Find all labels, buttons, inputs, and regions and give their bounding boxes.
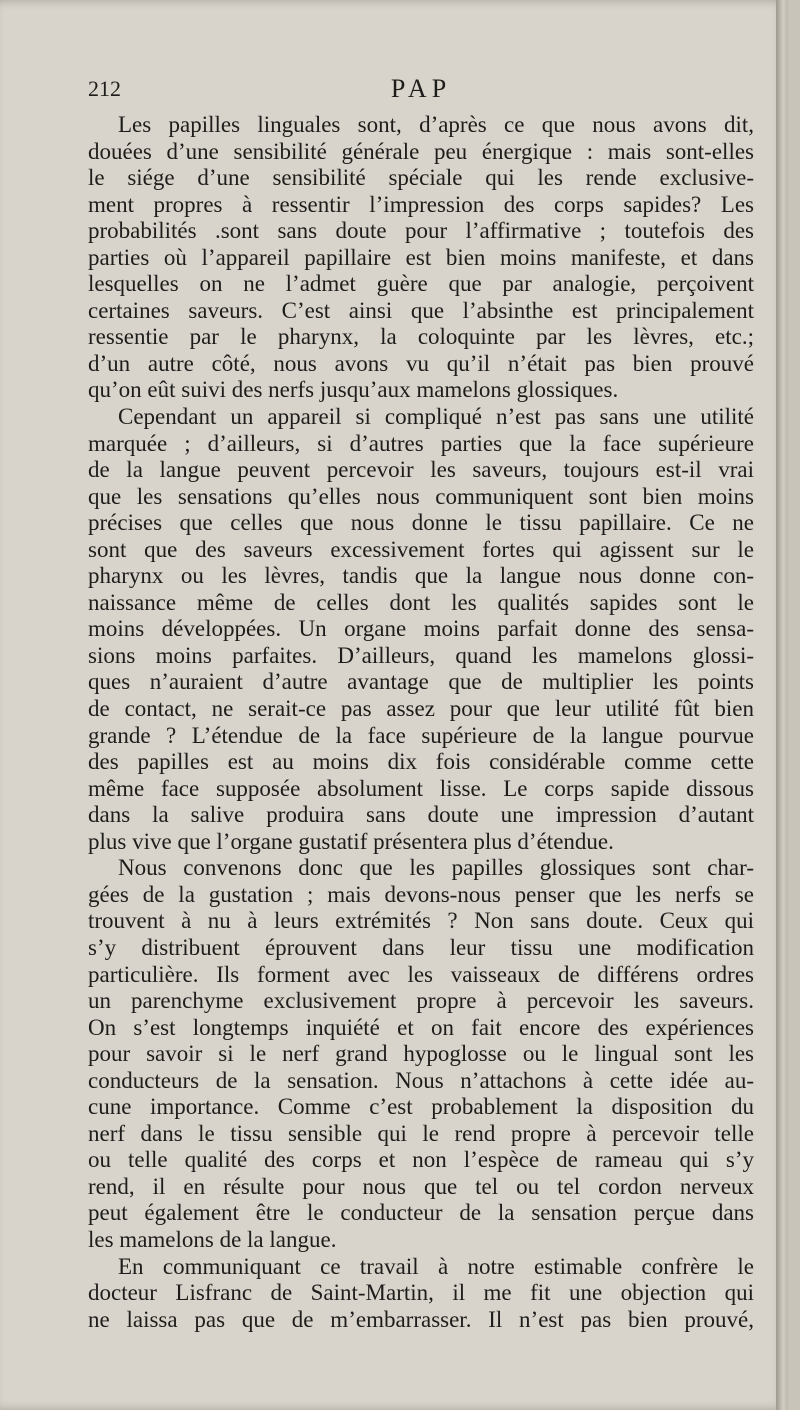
text-line: ressentie par le pharynx, la coloquinte par les lèvres, etc.;: [88, 324, 754, 350]
text-line: douées d’une sensibilité générale peu énergique : mais sont-elles: [88, 138, 754, 164]
text-line: gées de la gustation ; mais devons-nous penser que les nerfs se: [88, 881, 754, 907]
text-line: les mamelons de la langue.: [88, 1226, 337, 1252]
text-line: docteur Lisfranc de Saint-Martin, il me fit une objection qui: [88, 1280, 754, 1306]
text-line: ques n’auraient d’autre avantage que de multiplier les points: [88, 669, 754, 695]
text-line: pharynx ou les lèvres, tandis que la langue nous donne con-: [88, 563, 754, 589]
text-line: peut également être le conducteur de la sensation perçue dans: [88, 1200, 754, 1226]
running-head: PAP: [390, 74, 452, 103]
text-line: qu’on eût suivi des nerfs jusqu’aux mamelons glossiques.: [88, 377, 619, 403]
text-line: trouvent à nu à leurs extrémités ? Non sans doute. Ceux qui: [88, 908, 754, 934]
text-line: plus vive que l’organe gustatif présentera plus d’étendue.: [88, 828, 614, 854]
text-line: sions moins parfaites. D’ailleurs, quand les mamelons glossi-: [88, 642, 754, 668]
text-line: sont que des saveurs excessivement fortes qui agissent sur le: [88, 536, 754, 562]
text-line: Les papilles linguales sont, d’après ce que nous avons dit,: [118, 112, 754, 137]
text-line: même face supposée absolument lisse. Le corps sapide dissous: [88, 775, 754, 801]
text-line: d’un autre côté, nous avons vu qu’il n’était pas bien prouvé: [88, 350, 754, 376]
text-line: Cependant un appareil si compliqué n’est pas sans une utilité: [118, 404, 754, 430]
text-line: un parenchyme exclusivement propre à percevoir les saveurs.: [88, 988, 754, 1014]
text-line: conducteurs de la sensation. Nous n’attachons à cette idée au-: [88, 1067, 754, 1093]
text-line: de contact, ne serait-ce pas assez pour que leur utilité fût bien: [88, 696, 754, 722]
text-line: nerf dans le tissu sensible qui le rend propre à percevoir telle: [88, 1120, 754, 1146]
body-text: [88, 112, 754, 1333]
text-line: ment propres à ressentir l’impression des corps sapides? Les: [88, 191, 754, 217]
text-line: le siége d’une sensibilité spéciale qui les rende exclusive-: [88, 165, 754, 191]
text-line: ne laissa pas que de m’embarrasser. Il n’est pas bien prouvé,: [88, 1306, 754, 1332]
page-header: [88, 76, 754, 110]
text-line: des papilles est au moins dix fois considérable comme cette: [88, 749, 754, 775]
text-line: grande ? L’étendue de la face supérieure de la langue pourvue: [88, 722, 754, 748]
text-line: dans la salive produira sans doute une impression d’autant: [88, 802, 754, 828]
text-line: probabilités .sont sans doute pour l’affirmative ; toutefois des: [88, 218, 754, 244]
text-line: cune importance. Comme c’est probablement la disposition du: [88, 1094, 754, 1120]
text-line: Nous convenons donc que les papilles glossiques sont char-: [118, 855, 754, 881]
text-line: parties où l’appareil papillaire est bien moins manifeste, et dans: [88, 244, 754, 270]
text-line: naissance même de celles dont les qualités sapides sont le: [88, 589, 754, 615]
text-line: moins développées. Un organe moins parfait donne des sensa-: [88, 616, 754, 642]
text-line: certaines saveurs. C’est ainsi que l’absinthe est principalement: [88, 297, 754, 323]
text-line: de la langue peuvent percevoir les saveurs, toujours est-il vrai: [88, 457, 754, 483]
page-number: 212: [88, 76, 121, 101]
text-line: précises que celles que nous donne le tissu papillaire. Ce ne: [88, 510, 754, 536]
text-line: lesquelles on ne l’admet guère que par analogie, perçoivent: [88, 271, 754, 297]
text-line: On s’est longtemps inquiété et on fait encore des expériences: [88, 1014, 754, 1040]
text-line: rend, il en résulte pour nous que tel ou tel cordon nerveux: [88, 1173, 754, 1199]
page-edge: [776, 0, 788, 1410]
text-line: s’y distribuent éprouvent dans leur tissu une modification: [88, 934, 754, 960]
text-line: pour savoir si le nerf grand hypoglosse ou le lingual sont les: [88, 1041, 754, 1067]
text-line: En communiquant ce travail à notre estimable confrère le: [118, 1253, 754, 1279]
text-line: particulière. Ils forment avec les vaisseaux de différens ordres: [88, 961, 754, 987]
text-line: que les sensations qu’elles nous communiquent sont bien moins: [88, 483, 754, 509]
text-line: marquée ; d’ailleurs, si d’autres parties que la face supérieure: [88, 430, 754, 456]
text-line: ou telle qualité des corps et non l’espèce de rameau qui s’y: [88, 1147, 754, 1173]
